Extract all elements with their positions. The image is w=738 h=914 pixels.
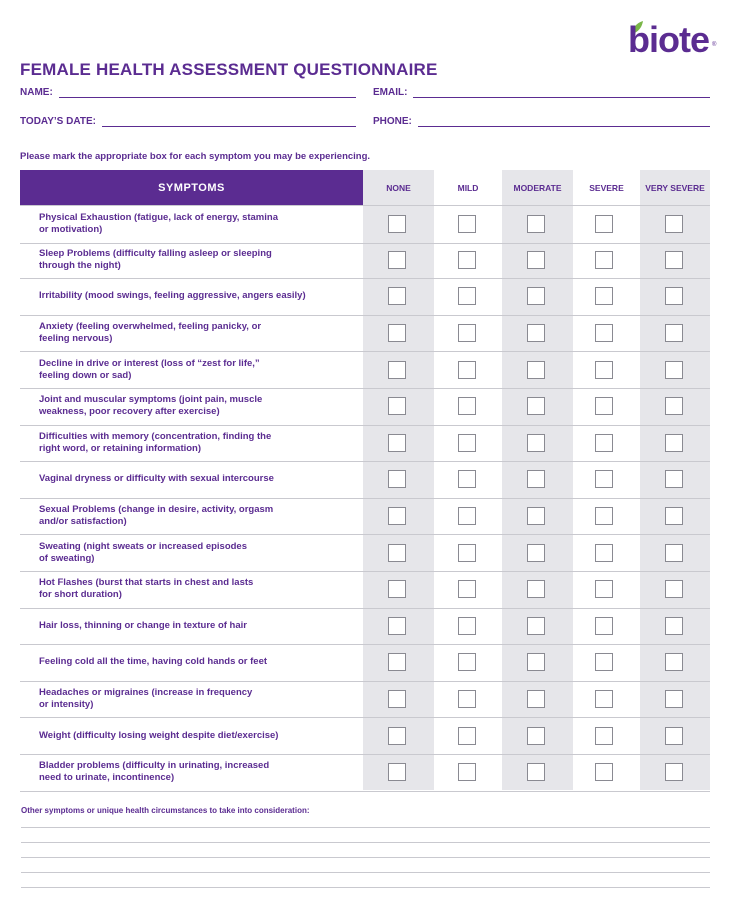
checkbox-mild[interactable]: [458, 470, 476, 488]
name-field[interactable]: [20, 84, 356, 98]
checkbox-mild[interactable]: [458, 727, 476, 745]
symptom-label: Irritability (mood swings, feeling aggressive, angers easily): [39, 290, 306, 302]
checkbox-severe[interactable]: [595, 507, 613, 525]
checkbox-none[interactable]: [388, 653, 406, 671]
table-row: [20, 754, 710, 792]
checkbox-severe[interactable]: [595, 251, 613, 269]
checkbox-none[interactable]: [388, 690, 406, 708]
symptom-label: Difficulties with memory (concentration, finding the right word, or retaining information): [39, 430, 272, 454]
checkbox-mild[interactable]: [458, 397, 476, 415]
symptom-label: Decline in drive or interest (loss of “zest for life,” feeling down or sad): [39, 357, 260, 381]
checkbox-moderate[interactable]: [527, 653, 545, 671]
phone-line[interactable]: [418, 117, 710, 127]
checkbox-mild[interactable]: [458, 324, 476, 342]
checkbox-none[interactable]: [388, 361, 406, 379]
checkbox-moderate[interactable]: [527, 580, 545, 598]
checkbox-severe[interactable]: [595, 544, 613, 562]
checkbox-very-severe[interactable]: [665, 361, 683, 379]
checkbox-moderate[interactable]: [527, 434, 545, 452]
checkbox-mild[interactable]: [458, 251, 476, 269]
checkbox-very-severe[interactable]: [665, 324, 683, 342]
email-field[interactable]: [373, 84, 710, 98]
table-row: [20, 315, 710, 353]
checkbox-moderate[interactable]: [527, 324, 545, 342]
checkbox-severe[interactable]: [595, 470, 613, 488]
page-title: FEMALE HEALTH ASSESSMENT QUESTIONNAIRE: [20, 60, 438, 79]
checkbox-very-severe[interactable]: [665, 763, 683, 781]
checkbox-severe[interactable]: [595, 690, 613, 708]
checkbox-moderate[interactable]: [527, 507, 545, 525]
checkbox-none[interactable]: [388, 397, 406, 415]
symptom-label: Headaches or migraines (increase in frequency or intensity): [39, 687, 253, 711]
checkbox-moderate[interactable]: [527, 397, 545, 415]
table-header: [20, 170, 710, 205]
checkbox-very-severe[interactable]: [665, 507, 683, 525]
checkbox-none[interactable]: [388, 251, 406, 269]
logo-text: biote: [628, 19, 709, 60]
checkbox-very-severe[interactable]: [665, 690, 683, 708]
checkbox-none[interactable]: [388, 470, 406, 488]
checkbox-none[interactable]: [388, 434, 406, 452]
header-none: NONE: [386, 182, 411, 193]
email-label: EMAIL:: [373, 87, 408, 98]
table-row: [20, 717, 710, 755]
checkbox-severe[interactable]: [595, 617, 613, 635]
checkbox-moderate[interactable]: [527, 251, 545, 269]
header-severe: SEVERE: [589, 182, 624, 193]
trademark: ®: [712, 42, 717, 48]
checkbox-moderate[interactable]: [527, 215, 545, 233]
checkbox-mild[interactable]: [458, 361, 476, 379]
symptom-label: Joint and muscular symptoms (joint pain, muscle weakness, poor recovery after exercise): [39, 394, 263, 418]
checkbox-moderate[interactable]: [527, 470, 545, 488]
checkbox-severe[interactable]: [595, 361, 613, 379]
table-row: [20, 498, 710, 536]
symptom-label: Sweating (night sweats or increased episodes of sweating): [39, 540, 248, 564]
phone-field[interactable]: [373, 113, 710, 127]
checkbox-moderate[interactable]: [527, 690, 545, 708]
checkbox-severe[interactable]: [595, 763, 613, 781]
table-row: [20, 608, 710, 646]
checkbox-none[interactable]: [388, 763, 406, 781]
checkbox-moderate[interactable]: [527, 727, 545, 745]
other-line[interactable]: [21, 887, 710, 888]
checkbox-very-severe[interactable]: [665, 727, 683, 745]
symptom-label: Weight (difficulty losing weight despite diet/exercise): [39, 729, 279, 741]
checkbox-mild[interactable]: [458, 763, 476, 781]
checkbox-severe[interactable]: [595, 434, 613, 452]
symptom-label: Feeling cold all the time, having cold hands or feet: [39, 656, 268, 668]
checkbox-very-severe[interactable]: [665, 434, 683, 452]
symptom-label: Physical Exhaustion (fatigue, lack of energy, stamina or motivation): [39, 212, 278, 236]
table-row: [20, 644, 710, 682]
checkbox-none[interactable]: [388, 324, 406, 342]
checkbox-very-severe[interactable]: [665, 653, 683, 671]
checkbox-mild[interactable]: [458, 580, 476, 598]
symptom-label: Bladder problems (difficulty in urinating, increased need to urinate, incontinence): [39, 760, 270, 784]
checkbox-none[interactable]: [388, 507, 406, 525]
table-row: [20, 278, 710, 316]
checkbox-moderate[interactable]: [527, 287, 545, 305]
table-row: [20, 388, 710, 426]
table-row: [20, 242, 710, 280]
symptoms-header: SYMPTOMS: [20, 170, 363, 205]
date-line[interactable]: [102, 117, 356, 127]
checkbox-severe[interactable]: [595, 580, 613, 598]
checkbox-none[interactable]: [388, 617, 406, 635]
checkbox-moderate[interactable]: [527, 763, 545, 781]
checkbox-very-severe[interactable]: [665, 580, 683, 598]
checkbox-none[interactable]: [388, 544, 406, 562]
table-row: [20, 461, 710, 499]
table-row: [20, 425, 710, 463]
phone-label: PHONE:: [373, 116, 412, 127]
checkbox-mild[interactable]: [458, 544, 476, 562]
table-row: [20, 351, 710, 389]
checkbox-severe[interactable]: [595, 287, 613, 305]
checkbox-very-severe[interactable]: [665, 251, 683, 269]
symptom-label: Sleep Problems (difficulty falling asleep or sleeping through the night): [39, 247, 272, 271]
name-line[interactable]: [59, 88, 356, 98]
biote-logo: [624, 20, 716, 60]
name-label: NAME:: [20, 87, 53, 98]
other-line[interactable]: [21, 827, 710, 828]
other-line[interactable]: [21, 857, 710, 858]
checkbox-very-severe[interactable]: [665, 397, 683, 415]
symptom-label: Hair loss, thinning or change in texture of hair: [39, 619, 247, 631]
checkbox-severe[interactable]: [595, 727, 613, 745]
date-field[interactable]: [20, 113, 356, 127]
table-row: [20, 681, 710, 719]
checkbox-severe[interactable]: [595, 215, 613, 233]
other-line[interactable]: [21, 872, 710, 873]
checkbox-mild[interactable]: [458, 287, 476, 305]
symptom-label: Hot Flashes (burst that starts in chest and lasts for short duration): [39, 577, 254, 601]
checkbox-severe[interactable]: [595, 397, 613, 415]
other-symptoms-label: Other symptoms or unique health circumstances to take into consideration:: [21, 806, 310, 815]
email-line[interactable]: [413, 88, 710, 98]
checkbox-very-severe[interactable]: [665, 617, 683, 635]
checkbox-very-severe[interactable]: [665, 544, 683, 562]
checkbox-none[interactable]: [388, 727, 406, 745]
date-label: TODAY’S DATE:: [20, 116, 96, 127]
header-moderate: MODERATE: [513, 182, 562, 193]
symptom-label: Sexual Problems (change in desire, activity, orgasm and/or satisfaction): [39, 504, 274, 528]
header-mild: MILD: [457, 182, 479, 193]
checkbox-severe[interactable]: [595, 653, 613, 671]
checkbox-very-severe[interactable]: [665, 215, 683, 233]
checkbox-very-severe[interactable]: [665, 470, 683, 488]
table-row: [20, 571, 710, 609]
checkbox-mild[interactable]: [458, 653, 476, 671]
checkbox-mild[interactable]: [458, 215, 476, 233]
checkbox-mild[interactable]: [458, 617, 476, 635]
checkbox-mild[interactable]: [458, 507, 476, 525]
other-line[interactable]: [21, 842, 710, 843]
checkbox-moderate[interactable]: [527, 361, 545, 379]
checkbox-severe[interactable]: [595, 324, 613, 342]
checkbox-mild[interactable]: [458, 434, 476, 452]
checkbox-mild[interactable]: [458, 690, 476, 708]
checkbox-none[interactable]: [388, 215, 406, 233]
symptom-label: Vaginal dryness or difficulty with sexual intercourse: [39, 473, 274, 485]
header-very-severe: VERY SEVERE: [645, 182, 705, 193]
checkbox-none[interactable]: [388, 287, 406, 305]
symptom-label: Anxiety (feeling overwhelmed, feeling panicky, or feeling nervous): [39, 321, 262, 345]
table-row: [20, 205, 710, 244]
checkbox-very-severe[interactable]: [665, 287, 683, 305]
instructions: Please mark the appropriate box for each symptom you may be experiencing.: [20, 151, 371, 162]
checkbox-moderate[interactable]: [527, 617, 545, 635]
table-row: [20, 534, 710, 572]
checkbox-none[interactable]: [388, 580, 406, 598]
checkbox-moderate[interactable]: [527, 544, 545, 562]
